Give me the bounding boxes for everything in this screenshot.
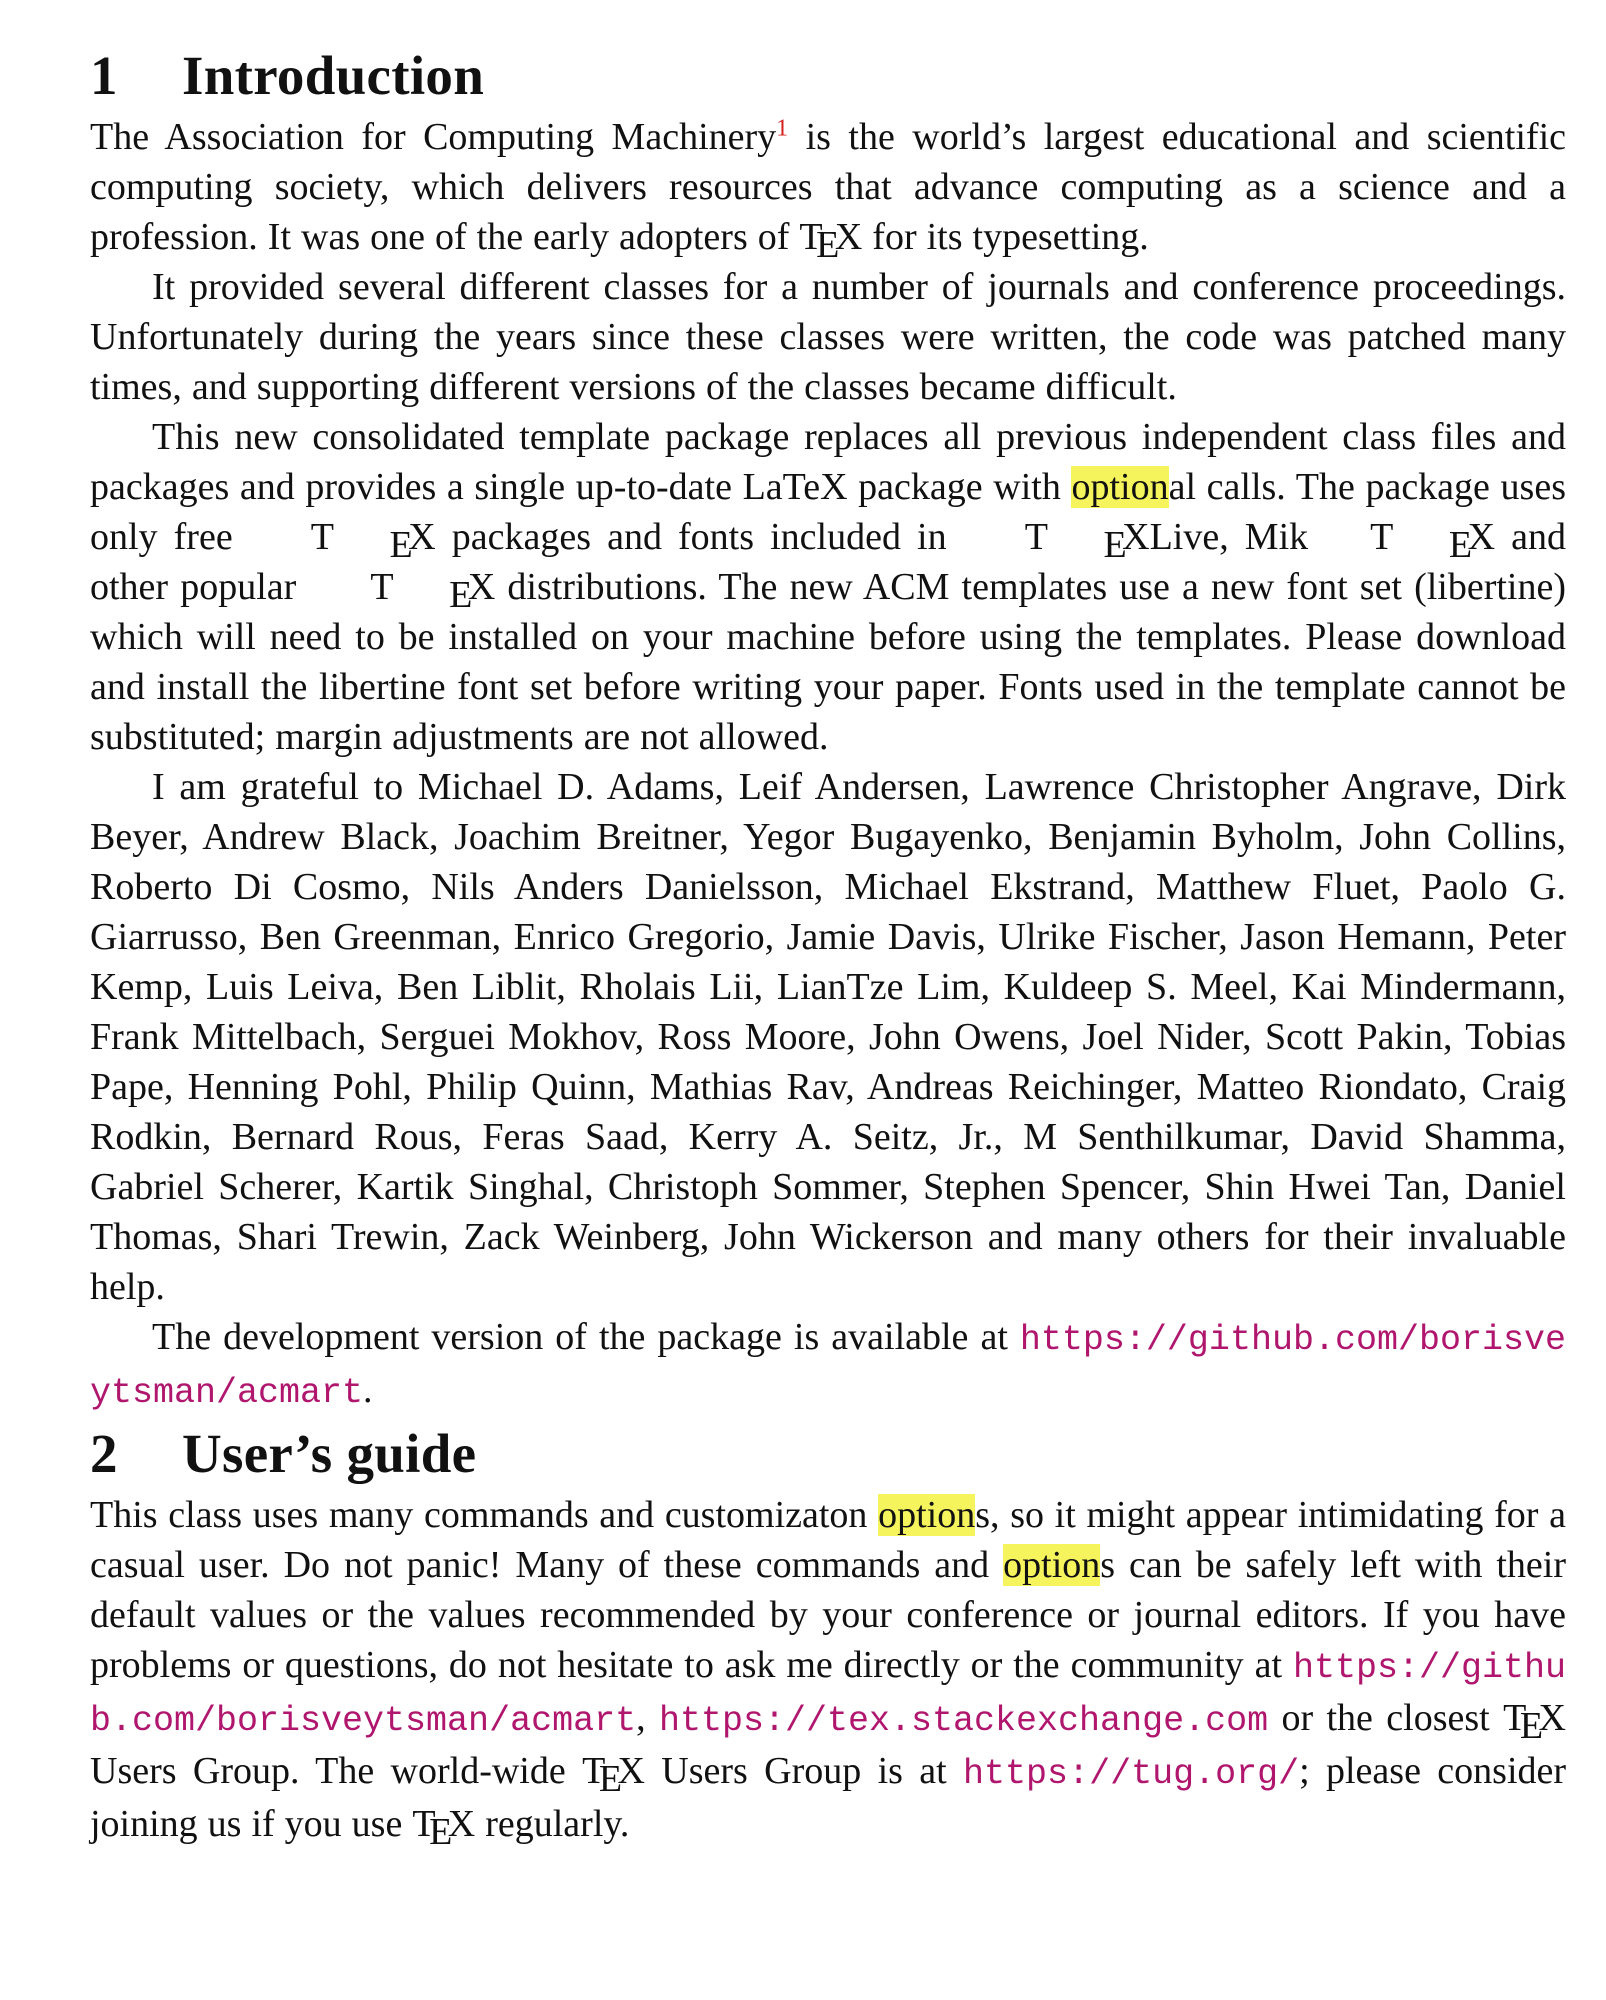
tex-logo: TEX (582, 1750, 645, 1801)
text-run: The development version of the package is available at (152, 1316, 1020, 1358)
stackexchange-link[interactable]: https://tex.stackexchange.com (658, 1701, 1269, 1741)
search-highlight: option (1003, 1544, 1101, 1586)
section-heading-introduction (90, 40, 1566, 112)
text-run: is the world’s largest educational and scientific computing society, which delivers resources that advance computing as a science and a profession. It was one of the early adopters of (90, 116, 1566, 258)
tex-logo: T EX (310, 516, 436, 567)
section-number: 1 (90, 45, 118, 106)
section-heading-users-guide (90, 1418, 1566, 1490)
paragraph-template-package (90, 412, 1566, 762)
text-run: and other popular (90, 516, 1566, 608)
text-run: , (636, 1697, 659, 1739)
text-run: The Association for Computing Machinery (90, 116, 777, 158)
text-run: packages and fonts included in (435, 516, 963, 558)
paragraph-users-guide (90, 1490, 1567, 1854)
text-run: Users Group is at (644, 1750, 964, 1792)
paper-page (90, 40, 1567, 1854)
tex-logo: T EX (370, 566, 496, 617)
text-run: s, so it might appear intimidating for a casual user. Do not panic! Many of these commands and (90, 1494, 1566, 1586)
tex-logo: TEX (1503, 1697, 1566, 1748)
text-run: This class uses many commands and customizaton (90, 1494, 879, 1536)
tex-logo: TEX (799, 216, 863, 267)
text-run: distributions. The new ACM templates use a new font set (libertine) which will need to be installed on your machine before using the templates. Please download and install the libertine font set before writing your paper. Fonts used in the template cannot be substituted; margin adjustments are not allowed. (90, 566, 1567, 758)
text-run: . (363, 1369, 373, 1411)
search-highlight: option (878, 1494, 976, 1536)
search-highlight: option (1071, 466, 1169, 508)
text-run: This new consolidated template package replaces all previous independent class files and packages and provides a single up-to-date LaTeX package with (90, 416, 1566, 508)
text-run: regularly. (475, 1803, 630, 1845)
tex-logo: T EX (1370, 516, 1496, 567)
text-run: s can be safely left with their default values or the values recommended by your conference or journal editors. If you have problems or questions, do not hesitate to ask me directly or the community at (90, 1544, 1566, 1686)
tex-logo: T EX (1024, 516, 1150, 567)
text-run: al calls. The package uses only free (90, 466, 1566, 558)
paragraph-acm-intro (90, 112, 1566, 267)
footnote-marker[interactable]: 1 (776, 115, 789, 142)
section-title: User’s guide (182, 1423, 477, 1484)
section-number: 2 (90, 1423, 118, 1484)
text-run: for its typesetting. (862, 216, 1149, 258)
paragraph-classes-history: It provided several different classes for a number of journals and conference proceedings. Unfortunately during the years since these classes were written, the code was patched many times, and supporting different versions of the classes became difficult. (90, 266, 1566, 408)
text-run: or the closest (1268, 1697, 1504, 1739)
section-title: Introduction (182, 45, 485, 106)
text-run: Live, Mik (1149, 516, 1309, 558)
tug-link[interactable]: https://tug.org/ (963, 1754, 1300, 1794)
paragraph-acknowledgements: I am grateful to Michael D. Adams, Leif Andersen, Lawrence Christopher Angrave, Dirk Beyer, Andrew Black, Joachim Breitner, Yegor Bugayenko, Benjamin Byholm, John Collins, Roberto Di Cosmo, Nils Anders Danielsson, Michael Ekstrand, Matthew Fluet, Paolo G. Giarrusso, Ben Greenman, Enrico Gregorio, Jamie Davis, Ulrike Fischer, Jason Hemann, Peter Kemp, Luis Leiva, Ben Liblit, Rholais Lii, LianTze Lim, Kuldeep S. Meel, Kai Mindermann, Frank Mittelbach, Serguei Mokhov, Ross Moore, John Owens, Joel Nider, Scott Pakin, Tobias Pape, Henning Pohl, Philip Quinn, Mathias Rav, Andreas Reichinger, Matteo Riondato, Craig Rodkin, Bernard Rous, Feras Saad, Kerry A. Seitz, Jr., M Senthilkumar, David Shamma, Gabriel Scherer, Kartik Singhal, Christoph Sommer, Stephen Spencer, Shin Hwei Tan, Daniel Thomas, Shari Trewin, Zack Weinberg, John Wickerson and many others for their invaluable help. (90, 766, 1566, 1308)
github-link[interactable]: https://github.com/borisveytsman/acmart (90, 1320, 1566, 1413)
github-link[interactable]: https://github.com/borisveytsman/acmart (90, 1648, 1566, 1741)
paragraph-development-version (90, 1312, 1566, 1418)
tex-logo: TEX (412, 1803, 476, 1854)
text-run: ; please consider joining us if you use (90, 1750, 1567, 1845)
text-run: Users Group. The world-wide (90, 1750, 583, 1792)
